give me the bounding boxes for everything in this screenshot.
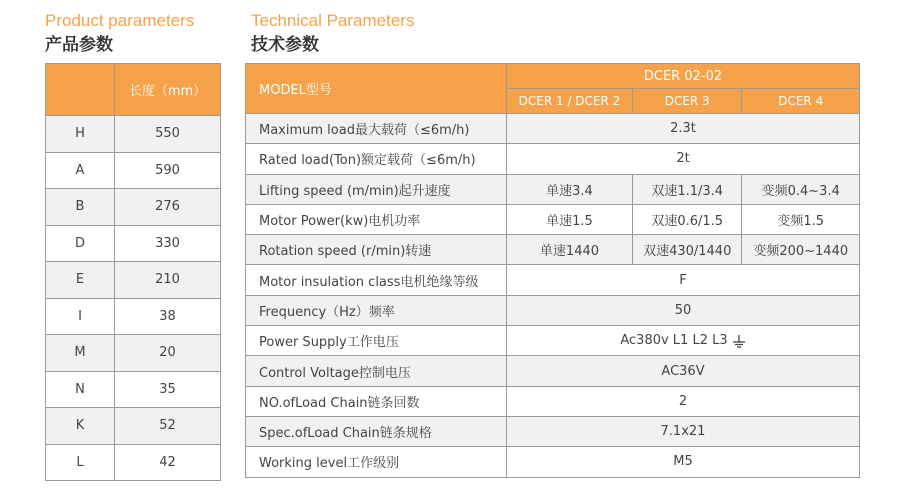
- parameter-value-text: F: [679, 272, 687, 288]
- parameter-value-cell: [507, 386, 860, 416]
- dimension-value-cell: 38: [115, 298, 221, 335]
- parameter-name-cell: Frequency（Hz）频率: [246, 295, 507, 325]
- parameter-value-cell: [507, 114, 860, 144]
- dimension-key-cell: H: [46, 116, 115, 153]
- table-row: [46, 408, 221, 445]
- technical-table-body: [246, 114, 860, 478]
- parameter-name-cell: Control Voltage控制电压: [246, 356, 507, 386]
- table-row: [46, 335, 221, 372]
- table-row: [246, 114, 860, 144]
- parameter-name-cell: Spec.ofLoad Chain链条规格: [246, 416, 507, 446]
- dimension-key-cell: E: [46, 262, 115, 299]
- parameter-value-cell: 单速3.4: [507, 174, 633, 204]
- table-row: [46, 371, 221, 408]
- parameter-name-cell: Lifting speed (m/min)起升速度: [246, 174, 507, 204]
- parameter-value-cell: 双速0.6/1.5: [632, 204, 742, 234]
- parameter-value-cell: [507, 144, 860, 174]
- dimension-key-cell: M: [46, 335, 115, 372]
- table-row: [46, 444, 221, 481]
- parameter-value-cell: 单速1.5: [507, 204, 633, 234]
- parameter-value-cell: 单速1440: [507, 235, 633, 265]
- table-row: [46, 298, 221, 335]
- parameter-value-cell: [507, 265, 860, 295]
- technical-parameters-title-zh: 技术参数: [251, 35, 319, 55]
- product-table-body: [46, 116, 221, 481]
- dimension-value-cell: 42: [115, 444, 221, 481]
- parameter-value-text: 50: [674, 302, 692, 318]
- table-row: [46, 262, 221, 299]
- table-row: [246, 295, 860, 325]
- dimension-key-cell: D: [46, 225, 115, 262]
- parameter-value-cell: [507, 416, 860, 446]
- table-row: [246, 204, 860, 234]
- parameter-value-cell: [507, 326, 860, 356]
- parameter-value-text: M5: [673, 454, 693, 470]
- parameter-name-cell: Working level工作级别: [246, 447, 507, 477]
- table-row: [46, 225, 221, 262]
- table-row: [246, 326, 860, 356]
- technical-parameters-title-en: Technical Parameters: [251, 11, 415, 30]
- table-row: [46, 116, 221, 153]
- dimension-value-cell: 590: [115, 152, 221, 189]
- series-header: DCER 02-02: [507, 64, 860, 89]
- dimension-key-cell: L: [46, 444, 115, 481]
- parameter-value-cell: [507, 447, 860, 477]
- dimension-key-cell: A: [46, 152, 115, 189]
- parameter-value-text: 2.3t: [670, 121, 696, 137]
- parameter-value-text: 2: [678, 393, 688, 409]
- parameter-value-text: Ac380v L1 L2 L3: [620, 333, 728, 349]
- product-parameters-title-en: Product parameters: [45, 11, 195, 30]
- parameter-value-cell: 变频0.4~3.4: [742, 174, 860, 204]
- parameter-name-cell: Rotation speed (r/min)转速: [246, 235, 507, 265]
- product-parameters-title-zh: 产品参数: [45, 35, 113, 55]
- technical-parameters-heading: [251, 10, 414, 58]
- parameter-value-cell: [507, 295, 860, 325]
- product-table-length-header: 长度（mm）: [115, 64, 221, 116]
- table-row: [46, 152, 221, 189]
- dimension-key-cell: N: [46, 371, 115, 408]
- parameter-value-cell: [507, 356, 860, 386]
- technical-parameters-table: [245, 63, 860, 478]
- table-row: [246, 386, 860, 416]
- parameter-name-cell: NO.ofLoad Chain链条回数: [246, 386, 507, 416]
- table-row: [246, 447, 860, 477]
- table-row: [46, 189, 221, 226]
- table-row: [246, 356, 860, 386]
- parameter-name-cell: Rated load(Ton)额定载荷（≤6m/h): [246, 144, 507, 174]
- parameter-name-cell: Maximum load最大载荷（≤6m/h): [246, 114, 507, 144]
- parameter-value-cell: 双速1.1/3.4: [632, 174, 742, 204]
- table-row: [246, 416, 860, 446]
- table-row: [246, 144, 860, 174]
- model-column-header: DCER 3: [632, 89, 742, 114]
- dimension-value-cell: 35: [115, 371, 221, 408]
- table-row: [246, 174, 860, 204]
- parameter-value-cell: 变频1.5: [742, 204, 860, 234]
- dimension-key-cell: K: [46, 408, 115, 445]
- parameter-value-text: 7.1x21: [660, 424, 706, 440]
- parameter-value-cell: 变频200~1440: [742, 235, 860, 265]
- model-column-header: DCER 4: [742, 89, 860, 114]
- dimension-value-cell: 52: [115, 408, 221, 445]
- product-parameters-table: [45, 63, 221, 481]
- model-header: MODEL型号: [246, 64, 507, 114]
- dimension-value-cell: 550: [115, 116, 221, 153]
- ground-icon: [732, 334, 746, 348]
- parameter-name-cell: Motor Power(kw)电机功率: [246, 204, 507, 234]
- parameter-value-text: 2t: [676, 151, 690, 167]
- dimension-key-cell: I: [46, 298, 115, 335]
- product-parameters-heading: [45, 10, 194, 58]
- table-row: [246, 265, 860, 295]
- dimension-value-cell: 210: [115, 262, 221, 299]
- product-table-corner-cell: [46, 64, 115, 116]
- dimension-value-cell: 330: [115, 225, 221, 262]
- parameter-name-cell: Motor insulation class电机绝缘等级: [246, 265, 507, 295]
- parameter-value-cell: 双速430/1440: [632, 235, 742, 265]
- parameter-value-text: AC36V: [661, 363, 705, 379]
- model-column-header: DCER 1 / DCER 2: [507, 89, 633, 114]
- dimension-value-cell: 20: [115, 335, 221, 372]
- table-row: [246, 235, 860, 265]
- dimension-value-cell: 276: [115, 189, 221, 226]
- dimension-key-cell: B: [46, 189, 115, 226]
- parameter-name-cell: Power Supply工作电压: [246, 326, 507, 356]
